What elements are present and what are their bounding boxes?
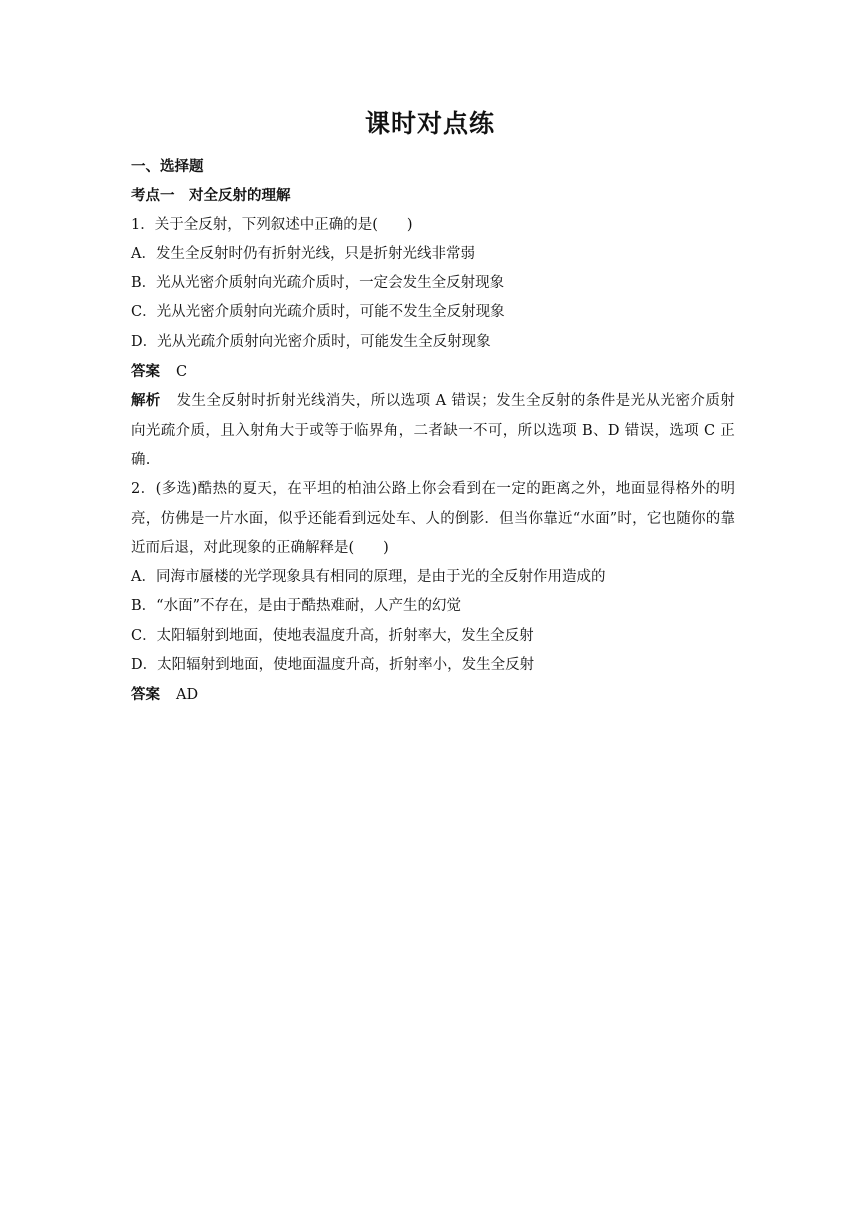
question-2-option-b: B．“水面”不存在，是由于酷热难耐，人产生的幻觉	[131, 598, 461, 615]
question-1-option-b: B．光从光密介质射向光疏介质时，一定会发生全反射现象	[131, 275, 505, 292]
question-2-option-a: A．同海市蜃楼的光学现象具有相同的原理，是由于光的全反射作用造成的	[131, 569, 606, 586]
answer-label: 答案	[131, 686, 160, 704]
question-2-answer	[131, 680, 735, 709]
question-1-analysis	[131, 386, 735, 475]
document-body	[131, 152, 735, 710]
analysis-label: 解析	[131, 392, 161, 410]
question-1-stem: 1．关于全反射，下列叙述中正确的是( )	[131, 216, 413, 233]
question-2-stem: 2．(多选)酷热的夏天，在平坦的柏油公路上你会看到在一定的距离之外，地面显得格外的明亮，仿佛是一片水面，似乎还能看到远处车、人的倒影．但当你靠近“水面”时，它也随你的靠近而后退，对此现象的正确解释是( )	[131, 481, 735, 556]
page-title: 课时对点练	[364, 109, 495, 138]
question-1-option-d: D．光从光疏介质射向光密介质时，可能发生全反射现象	[131, 333, 491, 350]
answer-value: C	[176, 364, 188, 381]
answer-label: 答案	[131, 363, 160, 381]
question-2-option-c: C．太阳辐射到地面，使地表温度升高，折射率大，发生全反射	[131, 627, 534, 644]
section-heading: 一、选择题	[131, 158, 204, 175]
question-1-answer	[131, 357, 735, 386]
answer-value: AD	[176, 687, 199, 704]
question-2-option-d: D．太阳辐射到地面，使地面温度升高，折射率小，发生全反射	[131, 657, 535, 674]
analysis-text: 发生全反射时折射光线消失，所以选项 A 错误；发生全反射的条件是光从光密介质射向光疏介质，且入射角大于或等于临界角，二者缺一不可，所以选项 B、D 错误，选项 C 正确.	[131, 393, 735, 468]
topic-heading: 考点一 对全反射的理解	[131, 187, 291, 205]
question-1-option-a: A．发生全反射时仍有折射光线，只是折射光线非常弱	[131, 245, 475, 262]
question-1-option-c: C．光从光密介质射向光疏介质时，可能不发生全反射现象	[131, 304, 505, 321]
